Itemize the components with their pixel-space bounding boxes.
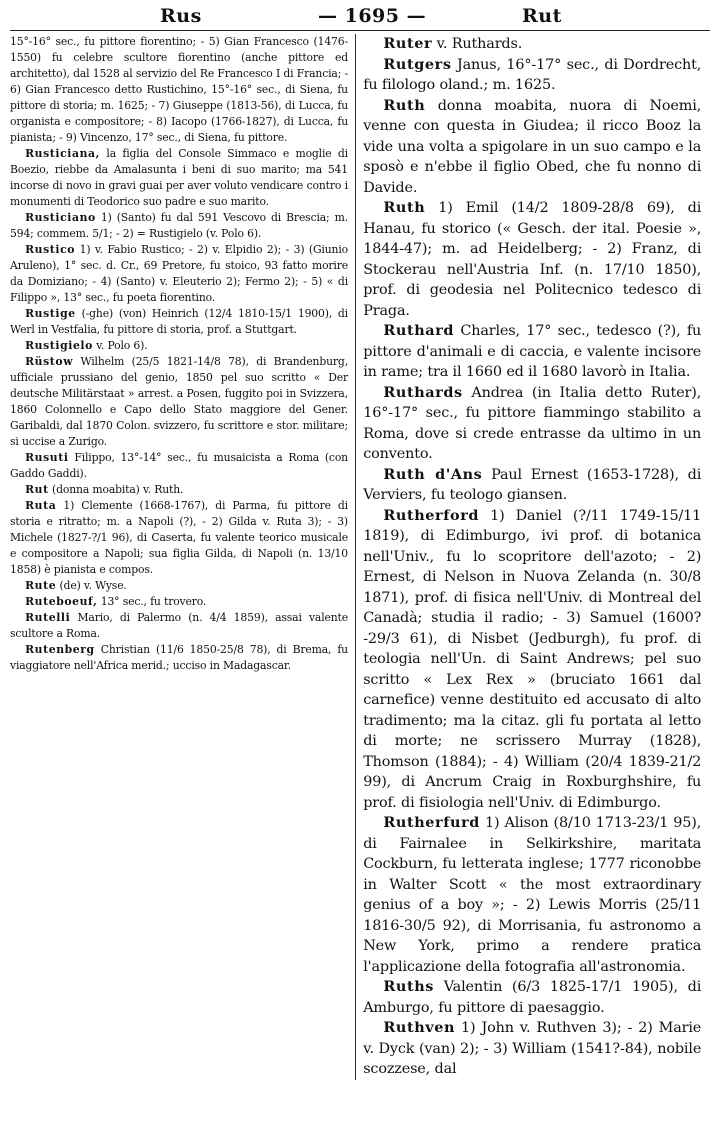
dictionary-entry — [363, 198, 701, 321]
dictionary-entry — [363, 321, 701, 383]
left-column — [10, 34, 355, 1080]
entry-text: donna moabita, nuora di Noemi, venne con questa in Giudea; il ricco Booz la vide una volta a spigolare in un suo campo e la sposò e n'ebbe il figlio Obed, che fu nonno di Davide. — [363, 97, 702, 196]
dictionary-entry — [10, 450, 348, 482]
entry-headword: Rutherford — [383, 506, 480, 524]
entry-headword: Ruth d'Ans — [383, 465, 483, 483]
entry-headword: Rusticiano — [25, 211, 96, 224]
entry-headword: Ruth — [383, 96, 426, 114]
dictionary-entry — [10, 642, 348, 674]
right-column — [356, 34, 701, 1080]
entry-headword: Rüstow — [25, 355, 74, 368]
entry-text: Janus, 16°-17° sec., di Dordrecht, fu filologo oland.; m. 1625. — [363, 56, 702, 93]
page-number: — 1695 — — [318, 5, 427, 27]
dictionary-entry — [363, 813, 701, 977]
entry-headword: Ruteboeuf, — [25, 595, 98, 608]
entry-text: 15°-16° sec., fu pittore fiorentino; - 5) Gian Francesco (1476-1550) fu celebre scultore fiorentino (anche pittore ed architetto), dal 1528 al servizio del Re Francesco I di Francia; - 6) Gian Francesco detto Rustichino, 15°-16° sec., di Siena, fu pittore di storia; m. 1625; - 7) Giuseppe (1813-56), di Lucca, fu organista e compositore; - 8) Iacopo (1766-1827), di Lucca, fu pianista; - 9) Vincenzo, 17° sec., di Siena, fu pittore. — [10, 35, 348, 144]
entry-text: (donna moabita) v. Ruth. — [52, 483, 184, 496]
entry-text: (de) v. Wyse. — [59, 579, 127, 592]
entry-headword: Ruter — [383, 35, 433, 52]
dictionary-entry — [363, 506, 701, 814]
entry-text: la figlia del Console Simmaco e moglie di Boezio, riebbe da Amalasunta i beni di suo marito; ma 541 incorse di novo in gravi guai per aver voluto vendicare contro i monumenti di Teodorico suo padre e suo marito. — [10, 147, 348, 208]
dictionary-entry — [363, 977, 701, 1018]
dictionary-entry — [10, 210, 348, 242]
dictionary-entry — [10, 594, 348, 610]
dictionary-entry — [10, 354, 348, 450]
entry-headword: Rustigielo — [25, 339, 93, 352]
dictionary-entry — [10, 610, 348, 642]
entry-text: Paul Ernest (1653-1728), di Verviers, fu teologo giansen. — [363, 466, 702, 503]
entry-text: 1) Emil (14/2 1809-28/8 69), di Hanau, fu storico (« Gesch. der ital. Poesie », 1844-47); m. ad Heidelberg; - 2) Franz, di Stockerau nell'Austria Inf. (n. 17/10 1850), prof. di geodesia nel Politecnico tedesco di Praga. — [363, 200, 702, 319]
dictionary-entry — [363, 34, 701, 55]
entry-headword: Rustige — [25, 307, 76, 320]
entry-text: Filippo, 13°-14° sec., fu musaicista a Roma (con Gaddo Gaddi). — [10, 451, 348, 480]
entry-text: Mario, di Palermo (n. 4/4 1859), assai valente scultore a Roma. — [10, 611, 348, 640]
dictionary-entry — [10, 482, 348, 498]
entry-headword: Rusuti — [25, 451, 69, 464]
entry-headword: Rut — [25, 483, 49, 496]
dictionary-entry — [363, 465, 701, 506]
entry-text: Andrea (in Italia detto Ruter), 16°-17° sec., fu pittore fiammingo stabilito a Roma, dove si crede entrasse da ultimo in un convento. — [363, 384, 702, 462]
entry-text: (-ghe) (von) Heinrich (12/4 1810-15/1 1900), di Werl in Vestfalia, fu pittore di storia, prof. a Stuttgart. — [10, 307, 348, 336]
entry-headword: Ruthven — [383, 1019, 456, 1036]
entry-headword: Ruth — [383, 199, 426, 216]
entry-text: 1) Clemente (1668-1767), di Parma, fu pittore di storia e ritratto; m. a Napoli (?), - 2) Gilda v. Ruta 3); - 3) Michele (1827-?/1 96), di Caserta, fu valente teorico musicale e compositore a Napoli; sua figlia Gilda, di Napoli (n. 13/10 1858) è pianista e compos. — [10, 499, 348, 576]
entry-headword: Rute — [25, 579, 57, 592]
entry-text: Valentin (6/3 1825-17/1 1905), di Amburgo, fu pittore di paesaggio. — [363, 979, 702, 1016]
entry-headword: Rustico — [25, 243, 76, 256]
dictionary-entry — [10, 578, 348, 594]
entry-text: 1) John v. Ruthven 3); - 2) Marie v. Dyck (van) 2); - 3) William (1541?-84), nobile scozzese, dal — [363, 1020, 702, 1077]
dictionary-entry — [363, 55, 701, 96]
entry-text: Charles, 17° sec., tedesco (?), fu pittore d'animali e di caccia, e valente incisore in rame; tra il 1660 ed il 1680 lavorò in Italia. — [363, 323, 702, 380]
entry-text: v. Ruthards. — [436, 36, 523, 52]
entry-headword: Ruthards — [383, 383, 463, 401]
entry-text: 1) Alison (8/10 1713-23/1 95), di Fairnalee in Selkirkshire, maritata Cockburn, fu letterata inglese; 1777 riconobbe in Walter Scott « the most extraordinary genius of a boy »; - 2) Lewis Morris (25/11 1816-30/5 92), di Morrisania, fu astronomo a New York, primo a rendere pratica l'applicazione della fotografia all'astronomia. — [363, 815, 702, 975]
entry-headword: Rutelli — [25, 611, 71, 624]
entry-text: 1) (Santo) fu dal 591 Vescovo di Brescia; m. 594; commem. 5/1; - 2) = Rustigielo (v. Polo 6). — [10, 211, 348, 240]
entry-headword: Ruta — [25, 499, 57, 512]
entry-text: Christian (11/6 1850-25/8 78), di Brema, fu viaggiatore nell'Africa merid.; ucciso in Madagascar. — [10, 643, 348, 672]
entry-headword: Rutherfurd — [383, 814, 480, 831]
entry-text: 1) v. Fabio Rustico; - 2) v. Elpidio 2); - 3) (Giunio Aruleno), 1° sec. d. Cr., 69 Pretore, fu stoico, 93 fatto morire da Domiziano; - 4) (Santo) v. Eleuterio 2); Fermo 2); - 5) « di Filippo », 13° sec., fu poeta fiorentino. — [10, 243, 348, 304]
entry-text: 13° sec., fu trovero. — [100, 595, 207, 608]
dictionary-entry — [10, 242, 348, 306]
entry-headword: Rusticiana, — [25, 147, 100, 160]
entry-headword: Ruths — [383, 978, 434, 995]
entry-headword: Ruthard — [383, 322, 455, 339]
entry-text: v. Polo 6). — [96, 339, 148, 352]
entry-text: Wilhelm (25/5 1821-14/8 78), di Brandenburg, ufficiale prussiano del genio, 1850 pel suo scritto « Der deutsche Militärstaat » arrest. a Posen, fuggito poi in Svizzera, 1860 Colonnello e Capo dello Stato maggiore del Gener. Garibaldi, dal 1870 Colon. svizzero, fu scrittore e stor. militare; si uccise a Zurigo. — [10, 355, 348, 448]
dictionary-entry — [363, 96, 701, 199]
dictionary-entry — [363, 1018, 701, 1080]
dictionary-entry — [363, 383, 701, 465]
dictionary-entry — [10, 498, 348, 578]
header-left-guide-word: Rus — [160, 5, 202, 27]
header-right-guide-word: Rut — [522, 5, 562, 27]
entry-headword: Rutgers — [383, 55, 452, 73]
dictionary-entry — [10, 338, 348, 354]
page-header — [10, 0, 710, 31]
dictionary-entry — [10, 146, 348, 210]
text-columns — [10, 34, 710, 1080]
dictionary-entry — [10, 34, 348, 146]
dictionary-entry — [10, 306, 348, 338]
entry-text: 1) Daniel (?/11 1749-15/11 1819), di Edimburgo, ivi prof. di botanica nell'Univ., fu lo scopritore dell'azoto; - 2) Ernest, di Nelson in Nuova Zelanda (n. 30/8 1871), prof. di fisica nell'Univ. di Montreal del Canadà; studia il radio; - 3) Samuel (1600?-29/3 61), di Nisbet (Jedburgh), fu prof. di teologia nell'Un. di Saint Andrews; pel suo scritto « Lex Rex » (bruciato 1661 dal carnefice) venne destituito ed accusato di alto tradimento; ma la citaz. gli fu portata al letto di morte; ne scrissero Murray (1828), Thomson (1884); - 4) William (20/4 1839-21/2 99), di Ancrum Craig in Roxburghshire, fu prof. di fisiologia nell'Univ. di Edimburgo. — [363, 507, 702, 811]
entry-headword: Rutenberg — [25, 643, 95, 656]
